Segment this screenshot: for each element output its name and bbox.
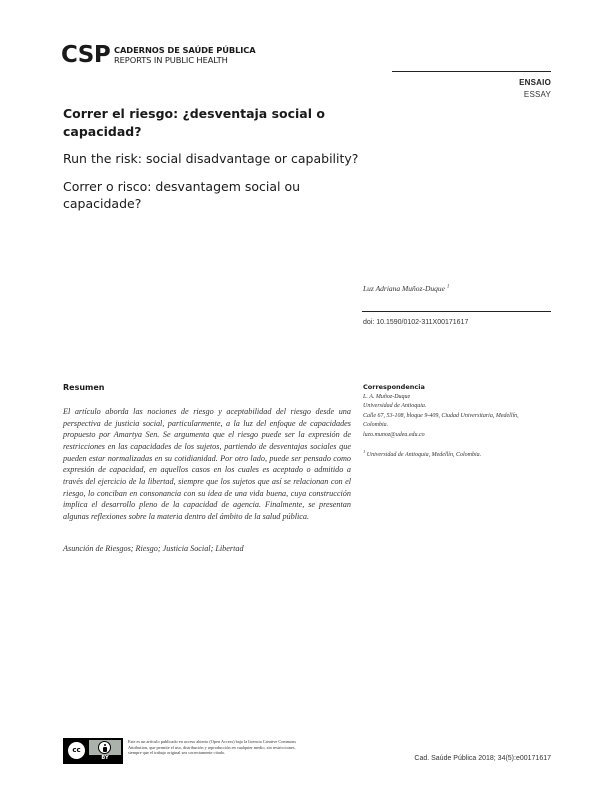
- journal-abbrev: CSP: [61, 42, 111, 68]
- abstract-text: El artículo aborda las nociones de riesgo y aceptabilidad del riesgo desde una perspectiva de justicia social, particularmente, a la luz del enfoque de capacidades propuesto por Amartya Sen. Se argumenta que el riesgo puede ser la expresión de restricciones en las capacidades de los sujetos, partiendo de desventajas sociales que pueden estar normalizadas en su cotidianidad. Por otro lado, puede ser pensado como expresión de capacidad, en aquellos casos en los cuales es aceptado o admitido a través del ejercicio de la libertad, siempre que los sujetos que así se relacionan con el riesgo, lo conciban en consonancia con su idea de una vida buena, cuya construcción implica el desarrollo pleno de la capacidad de agencia. Finalmente, se presentan algunas reflexiones sobre la materia dentro del ámbito de la salud pública.: [63, 407, 351, 521]
- title-english: Run the risk: social disadvantage or capability?: [63, 151, 359, 166]
- correspondence-line: Calle 67, 53-108, bloque 9-409, Ciudad Universitaria, Medellín,: [363, 413, 519, 419]
- by-badge: [89, 740, 121, 762]
- author-name: Luz Adriana Muñoz-Duque: [363, 284, 445, 293]
- correspondence-line: Universidad de Antioquia.: [363, 403, 427, 409]
- author-line: [363, 284, 449, 293]
- journal-logo: [61, 42, 261, 68]
- correspondence-line: Colombia.: [363, 422, 389, 428]
- title-portuguese: Correr o risco: desvantagem social ou capacidade?: [63, 179, 301, 211]
- affiliation: [363, 449, 553, 458]
- cc-icon: cc: [67, 741, 86, 760]
- correspondence-heading: Correspondencia: [363, 383, 425, 391]
- affiliation-mark: 1: [363, 449, 366, 454]
- cc-by-license-badge[interactable]: [63, 738, 123, 764]
- header-divider: [392, 71, 551, 72]
- section-label-pt: ENSAIO: [519, 78, 551, 87]
- correspondence-line: L. A. Muñoz-Duque: [363, 394, 411, 400]
- by-label: BY: [89, 755, 121, 762]
- author-affil-mark: 1: [446, 284, 450, 290]
- citation: Cad. Saúde Pública 2018; 34(5):e00171617: [414, 755, 551, 762]
- attribution-person-icon: [98, 741, 111, 754]
- doi[interactable]: doi: 10.1590/0102-311X00171617: [363, 319, 469, 326]
- section-label-en: ESSAY: [523, 90, 551, 99]
- journal-name-en: REPORTS IN PUBLIC HEALTH: [114, 55, 228, 65]
- title-spanish: Correr el riesgo: ¿desventaja social o capacidad?: [63, 106, 325, 139]
- journal-name-pt: CADERNOS DE SAÚDE PÚBLICA: [114, 45, 256, 55]
- abstract-heading: Resumen: [63, 383, 105, 392]
- correspondence-email[interactable]: luzo.munoz@udea.edu.co: [363, 432, 425, 438]
- author-divider: [362, 311, 551, 312]
- keywords: Asunción de Riesgos; Riesgo; Justicia Social; Libertad: [63, 544, 244, 553]
- affiliation-text: Universidad de Antioquia, Medellín, Colombia.: [366, 452, 482, 458]
- license-text: Este es un artículo publicado en acceso abierto (Open Access) bajo la licencia Creative Commons Attribution, que permite el uso, distribución y reproducción en cualquier medio, sin restricciones, siempre que el trabajo original sea correctamente citado.: [128, 739, 296, 756]
